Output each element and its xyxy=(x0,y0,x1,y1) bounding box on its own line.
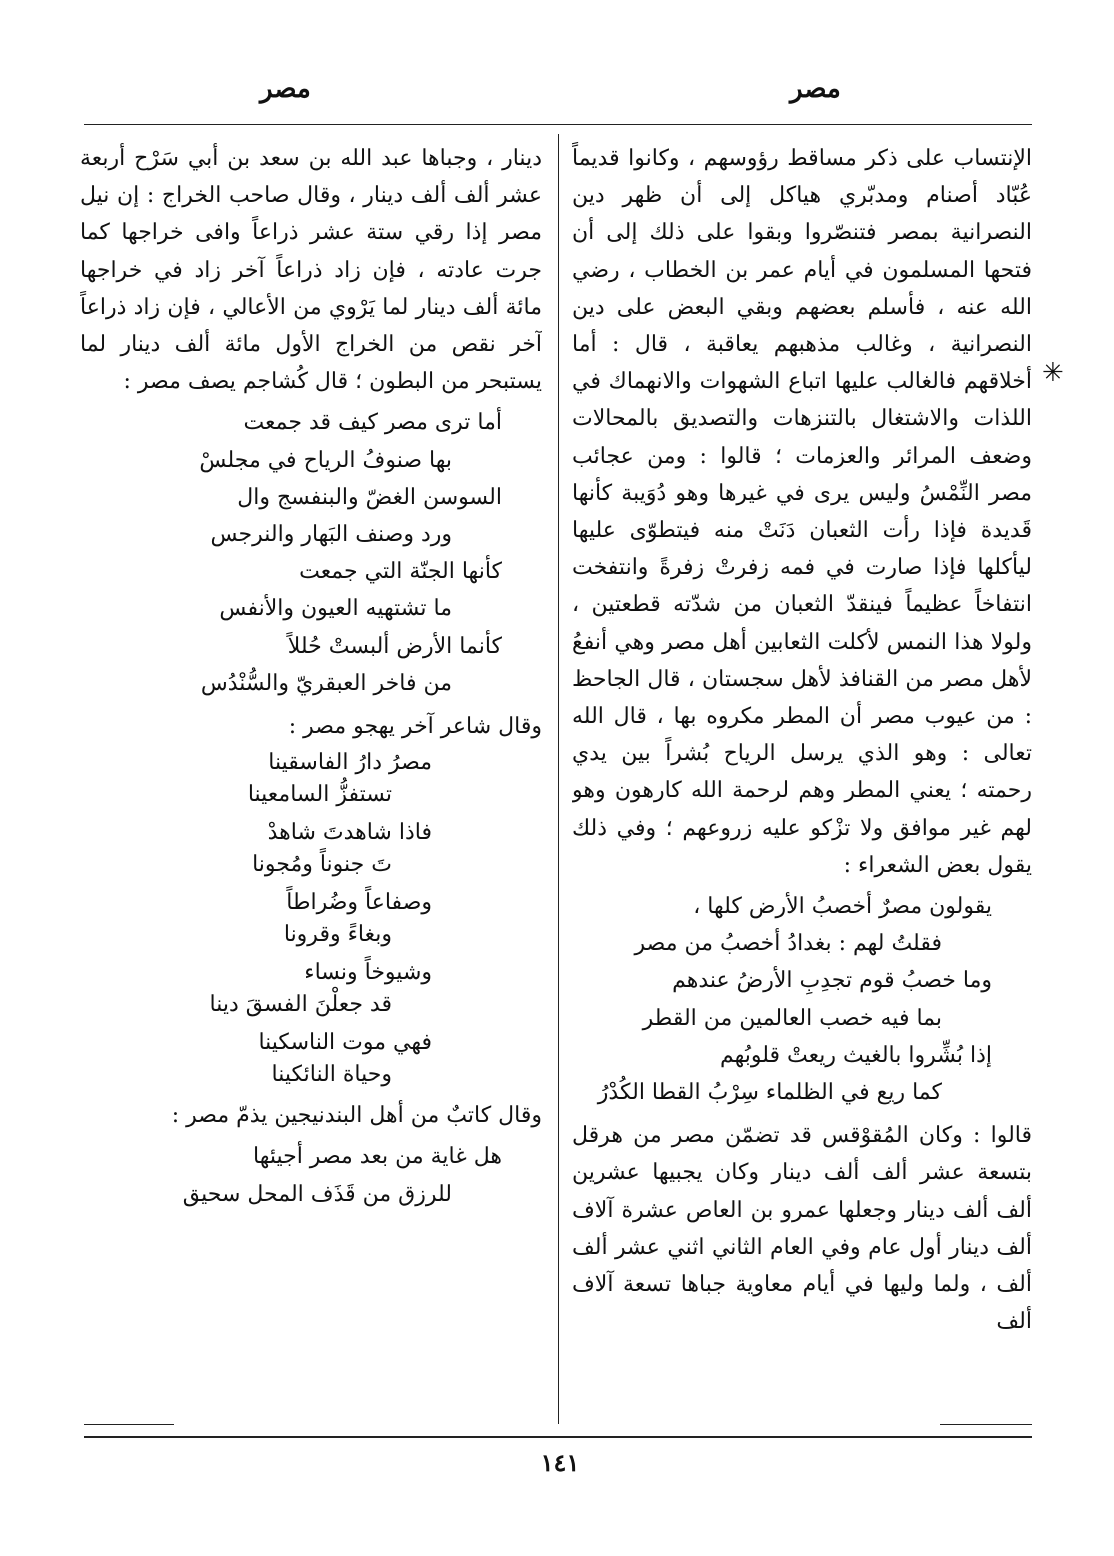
left-column xyxy=(80,140,542,1430)
poem-couplet xyxy=(80,887,542,951)
poem-line: بما فيه خصب العالمين من القطر xyxy=(642,1005,942,1031)
poem-line: وبغاءً وقرونا xyxy=(283,922,392,948)
poem-line: من فاخر العبقريّ والسُّنْدُس xyxy=(200,670,452,696)
poem-line: وشيوخاً ونساء xyxy=(304,960,432,986)
poem-line: أما ترى مصر كيف قد جمعت xyxy=(243,410,502,436)
poem-line: فقلتُ لهم : بغدادُ أخصبُ من مصر xyxy=(634,931,942,957)
poem-couplet xyxy=(80,817,542,881)
running-header-left: مصر xyxy=(260,74,311,104)
poem-line: تستفزُّ السامعينا xyxy=(247,782,392,808)
right-paragraph-1: الإنتساب على ذكر مساقط رؤوسهم ، وكانوا قديماً عُبّاد أصنام ومدبّري هياكل إلى أن ظهر دين النصرانية بمصر فتنصّروا وبقوا على ذلك إلى أن فتحها المسلمون في أيام عمر بن الخطاب ، رضي الله عنه ، فأسلم بعضهم وبقي البعض على دين النصرانية ، وغالب مذهبهم يعاقبة ، قال : أما أخلاقهم فالغالب عليها اتباع الشهوات والانهماك في اللذات والاشتغال بالتنزهات والتصديق بالمحالات وضعف المرائر والعزمات ؛ قالوا : ومن عجائب مصر النِّمْسُ وليس يرى في غيرها وهو دُوَيبة كأنها قَديدة فإذا رأت الثعبان دَنَتْ منه فيتطوّى عليها ليأكلها فإذا صارت في فمه زفرتْ زفرةً وانتفخت انتفاخاً عظيماً فينقدّ الثعبان من شدّته قطعتين ، ولولا هذا النمس لأكلت الثعابين أهل مصر وهي أنفعُ لأهل مصر من القنافذ لأهل سجستان ، قال الجاحظ : من عيوب مصر أن المطر مكروه بها ، قال الله تعالى : وهو الذي يرسل الرياح بُشراً بين يدي رحمته ؛ يعني المطر وهم لرحمة الله كارهون وهو لهم غير موافق ولا تزْكو عليه زروعهم ؛ وفي ذلك يقول بعض الشعراء : xyxy=(572,146,1032,878)
margin-asterisk-mark: ✳ xyxy=(1042,358,1064,388)
left-poem-2 xyxy=(80,747,542,1091)
right-poem xyxy=(572,888,1032,1111)
poem-line: كأنما الأرض ألبستْ حُللاً xyxy=(287,633,502,659)
poem-line: السوسن الغضّ والبنفسج وال xyxy=(237,484,502,510)
poem-line: للرزق من قَذَف المحل سحيق xyxy=(182,1181,452,1207)
right-paragraph-2: قالوا : وكان المُقوْقس قد تضمّن مصر من هرقل بتسعة عشر ألف ألف دينار وكان يجبيها عشرين ألف ألف دينار وجعلها عمرو بن العاص عشرة آلاف ألف دينار أول عام وفي العام الثاني اثني عشر ألف ألف ، ولما وليها في أيام معاوية جباها تسعة آلاف ألف xyxy=(572,1123,1032,1335)
left-paragraph-3: وقال كاتبٌ من أهل البندنيجين يذمّ مصر : xyxy=(171,1103,542,1129)
page-number: ١٤١ xyxy=(540,1448,580,1477)
poem-line: ما تشتهيه العيون والأنفس xyxy=(219,596,452,622)
poem-line: قد جعلْنَ الفسقَ دينا xyxy=(209,992,392,1018)
running-header-right: مصر xyxy=(790,74,841,104)
poem-line: وحياة النائكينا xyxy=(271,1062,392,1088)
poem-couplet xyxy=(80,1027,542,1091)
poem-line: هل غاية من بعد مصر أجيئها xyxy=(252,1144,502,1170)
poem-line: وما خصبُ قوم تجدِبِ الأرضُ عندهم xyxy=(672,968,992,994)
poem-line: فاذا شاهدتَ شاهدْ xyxy=(267,820,432,846)
poem-line: تَ جنوناً ومُجونا xyxy=(252,852,392,878)
poem-line: بها صنوفُ الرياح في مجلسْ xyxy=(199,447,452,473)
footer-rule-short-left xyxy=(84,1424,174,1425)
footer-rule xyxy=(84,1436,1032,1438)
poem-line: كأنها الجنّة التي جمعت xyxy=(299,559,502,585)
poem-line: ورد وصنف البَهار والنرجس xyxy=(210,522,452,548)
poem-line: يقولون مصرٌ أخصبُ الأرض كلها ، xyxy=(693,894,992,920)
poem-couplet xyxy=(80,747,542,811)
poem-line: وصفاعاً وضُراطاً xyxy=(286,890,432,916)
poem-line: فهي موت الناسكينا xyxy=(258,1030,432,1056)
left-paragraph-2: وقال شاعر آخر يهجو مصر : xyxy=(288,714,542,740)
poem-line: كما ريع في الظلماء سِرْبُ القطا الكُدْرُ xyxy=(597,1080,942,1106)
footer-rule-short-right xyxy=(940,1424,1032,1425)
right-column xyxy=(572,140,1032,1430)
left-poem-1 xyxy=(80,404,542,702)
left-paragraph-1: دينار ، وجباها عبد الله بن سعد بن أبي سَرْح أربعة عشر ألف ألف دينار ، وقال صاحب الخراج : إن نيل مصر إذا رقي ستة عشر ذراعاً وافى خراجها كما جرت عادته ، فإن زاد ذراعاً آخر زاد في خراجها مائة ألف دينار لما يَرْوي من الأعالي ، فإن زاد ذراعاً آخر نقص من الخراج الأول مائة ألف دينار لما يستبحر من البطون ؛ قال كُشاجم يصف مصر : xyxy=(80,146,542,395)
header-rule xyxy=(84,124,1032,125)
left-poem-3 xyxy=(80,1138,542,1212)
poem-line: إذا بُشِّروا بالغيث ريعتْ قلوبُهم xyxy=(719,1042,992,1068)
column-divider xyxy=(558,134,559,1424)
poem-couplet xyxy=(80,957,542,1021)
poem-line: مصرُ دارُ الفاسقينا xyxy=(268,750,432,776)
